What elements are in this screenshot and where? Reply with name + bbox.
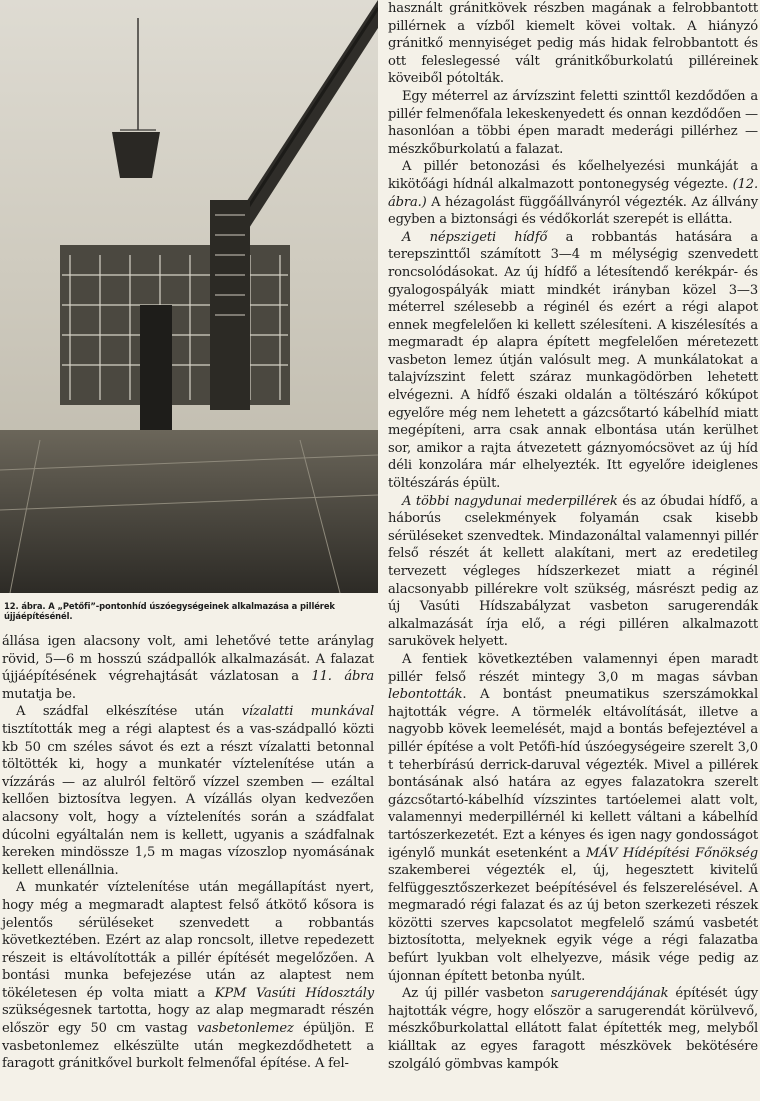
text-run: . A bontást pneumatikus szerszámokkal hajtották végre. A törmelék eltávolítását, illetve a nagyobb kövek leemelését, majd a bontás befejeztével a pillér építése a volt Petőfi-híd úszóegységeire szerelt 3,0 t teherbírású derrick-daruval végezték. Mivel a pillérek bontásának alsó határa az egyes falazatokra szerelt gázcsőtartó-kábelhíd vízszintes tartóelemei alatt volt, valamennyi mederpillérnél ki kellett váltani a kábelhíd tartószerkezetét. Ezt a kényes és igen nagy gondosságot igénylő munkát esetenként a <box>388 687 758 861</box>
text-run: A szádfal elkészítése után <box>16 704 242 720</box>
text-run: és az óbudai hídfő, a háborús cselekmények folyamán csak kisebb sérüléseket szenvedtek. Mindazonáltal valamennyi pillér felső részét át kellett alakítani, mert az eredetileg tervezett végleges hídszerkezet miatt a réginél alacsonyabb pillérekre volt szükség, másrészt pedig az új Vasúti Hídszabályzat vasbeton sarugerendák alkalmazását írja elő, a régi pilléren alkalmazott sarukövek helyett. <box>388 493 758 650</box>
text-run: Az új pillér vasbeton <box>402 986 551 1002</box>
text-run: A munkatér víztelenítése után megállapítást nyert, hogy még a megmaradt alaptest felső átkötő kősora is jelentős sérüléseket szenvedett a robbantás következtében. Ezért az alap roncsolt, illetve repedezett részeit is eltávolították a pillér építését megelőzően. A bontási munka befejezése után az alaptest nem tökéletesen ép volta miatt a <box>2 880 374 1001</box>
text-run: A pillér betonozási és kőelhelyezési munkáját a kikötőági hídnál alkalmazott pontonegység végezte. <box>388 159 758 192</box>
figure-12-photo <box>0 0 378 593</box>
text-run: A hézagolást függőállványról végezték. Az állvány egyben a biztonsági és védőkorlát szerepét is ellátta. <box>388 194 758 228</box>
paragraph <box>388 651 758 985</box>
text-run: mutatja be. <box>2 686 76 702</box>
text-run: állása igen alacsony volt, ami lehetővé tette aránylag rövid, 5—6 m hosszú szádpallók alkalmazását. A falazat újjáépítésének végrehajtását vázlatosan a <box>2 634 374 685</box>
left-column <box>0 0 378 1073</box>
text-run: használt gránitkövek részben magának a felrobbantott pillérnek a vízből kiemelt kövei voltak. A hiányzó gránitkő mennyiséget pedig más hidak felrobbantott és ott feleslegessé vált gránitkőburkolatú pilléreinek köveiből pótolták. <box>388 1 758 87</box>
crane-bucket <box>112 132 160 178</box>
text-run: épüljön. E vasbetonlemez elkészülte után megkezdődhetett a faragott gránitkővel burkolt felmenőfal építése. A fel- <box>2 1021 375 1072</box>
italic-text: sarugerendájának <box>550 986 669 1002</box>
crane-photo-illustration <box>0 0 378 593</box>
right-column <box>384 0 760 1101</box>
italic-text: KPM Vasúti Hídosztály <box>214 985 375 1001</box>
pontoon-deck <box>0 430 378 593</box>
text-run: építését úgy hajtották végre, hogy először a sarugerendát körülvevő, mészkőburkolattal ellátott falat építették meg, melyből kiálltak az egyes faragott mészkövek bekötésére szolgáló gömbvas kampók <box>388 986 758 1072</box>
right-column-text <box>384 0 760 1073</box>
italic-text: (12. ábra.) <box>388 176 758 210</box>
figure-caption: 12. ábra. A „Petőfi”-pontonhíd úszóegységeinek alkalmazása a pillérek újjáépítésénél. <box>4 601 335 621</box>
text-run: szakemberei végezték el, új, hegesztett kivitelű felfüggesztőszerkezet beépítésével és felszerelésével. A megmaradó régi falazat és az új beton szerkezeti részek közötti szerves kapcsolatot megfelelő számú vasbetét biztosította, melyeknek egyik vége a régi falazatba befúrt lyukban volt elhelyezve, másik vége pedig az újonnan épített betonba nyúlt. <box>388 863 758 984</box>
paragraph <box>388 0 758 88</box>
paragraph <box>388 493 758 651</box>
italic-text: vízalatti munkával <box>241 704 374 720</box>
paragraph <box>2 879 374 1073</box>
italic-text: 11. ábra <box>311 669 374 685</box>
text-run: A fentiek következtében valamennyi épen maradt pillér felső részét mintegy 3,0 m magas sávban <box>388 651 758 685</box>
paragraph <box>388 158 758 228</box>
pier-scaffolding <box>60 245 290 405</box>
text-run: szükségesnek tartotta, hogy az alap megmaradt részén először egy 50 cm vastag <box>2 1003 374 1037</box>
paragraph <box>388 88 758 158</box>
italic-text: A népszigeti hídfő <box>402 229 548 245</box>
paragraph <box>388 229 758 493</box>
text-run: tisztították meg a régi alaptest és a vas-szádpalló közti kb 50 cm széles sávot és ezt a részt vízalatti betonnal töltötték ki, hogy a munkatér víztelenítése után a vízzárás — az alulról feltörő vízzel szemben — ezáltal kellően biztosítva legyen. A vízállás olyan kedvezően alacsony volt, hogy a víztelenítés során a szádfalat dúcolni egyáltalán nem is kellett, ugyanis a szádfalnak kereken mindössze 1,5 m magas vízoszlop nyomásának kellett ellenállnia. <box>2 721 374 878</box>
italic-text: vasbetonlemez <box>196 1021 294 1037</box>
tower <box>210 200 250 410</box>
italic-text: A többi nagydunai mederpillérek <box>402 493 618 509</box>
text-run: Egy méterrel az árvízszint feletti szinttől kezdődően a pillér felmenőfala lekeskenyedett és onnan kezdődően — hasonlóan a többi épen maradt mederági pillérhez — mészkőburkolatú a falazat. <box>388 88 758 157</box>
left-column-text <box>0 633 378 1073</box>
paragraph <box>388 985 758 1073</box>
paragraph <box>2 633 374 703</box>
italic-text: lebontották <box>388 687 463 703</box>
paragraph <box>2 703 374 879</box>
italic-text: MÁV Hídépítési Főnökség <box>586 845 758 861</box>
text-run: a robbantás hatására a terepszinttől számított 3—4 m mélységig szenvedett roncsolódásokat. Az új hídfő a létesítendő kerékpár- és gyalogospályák miatt mindkét irányban közel 3—3 méterrel szélesebb a réginél és ezért a régi alapot ennek megfelelően ki kellett szélesíteni. A kiszélesítés a megmaradt ép alapra épített megfelelően méretezett vasbeton lemez útján valósult meg. A munkálatokat a talajvízszint felett száraz munkagödörben lehetett elvégezni. A hídfő északi oldalán a töltészáró kőkúpot egyelőre még nem lehetett a gázcsőtartó kábelhíd miatt megépíteni, arra csak annak elbontása után kerülhet sor, amikor a rajta átvezetett gáznyomócsövet az új híd déli konzolára már elhelyezték. Itt egyelőre ideiglenes töltészárás épült. <box>388 229 758 492</box>
